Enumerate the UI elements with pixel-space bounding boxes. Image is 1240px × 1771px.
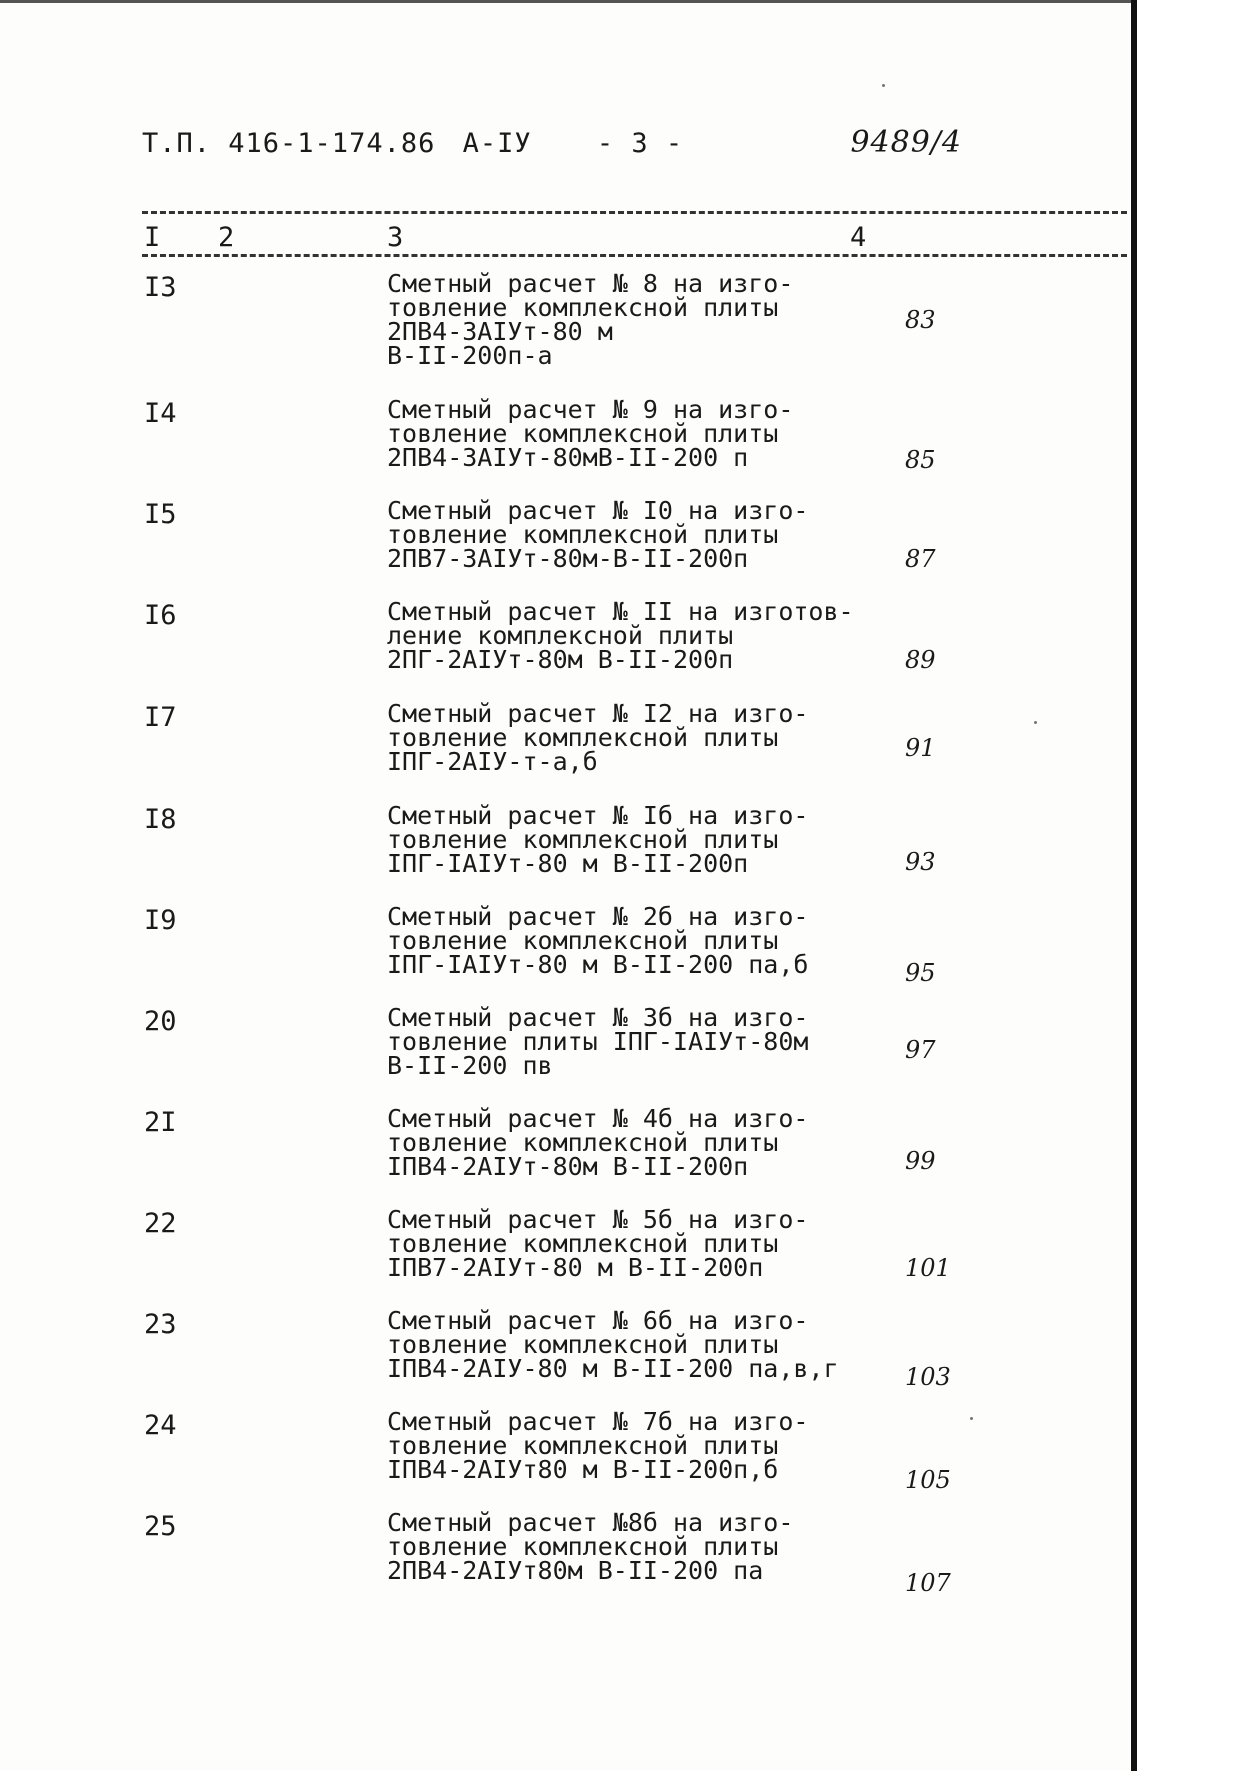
column-header-1: I xyxy=(144,222,161,253)
document-series: А-IУ xyxy=(462,128,532,159)
description-line: товление плиты IПГ-IАIУт-80м xyxy=(387,1027,809,1056)
description-line: Сметный расчет № I2 на изго- xyxy=(387,699,809,728)
row-page-number: 101 xyxy=(905,1254,951,1282)
description-line: IПВ4-2АIУт-80м В-II-200п xyxy=(387,1152,749,1181)
description-line: IПВ4-2АIУ-80 м В-II-200 па,в,г xyxy=(387,1354,839,1383)
description-line: Сметный расчет № 4б на изго- xyxy=(387,1104,809,1133)
row-description xyxy=(387,801,809,878)
description-line: товление комплексной плиты xyxy=(387,293,779,322)
row-page-number: 87 xyxy=(905,545,936,573)
description-line: Сметный расчет № II на изготов- xyxy=(387,597,854,626)
description-line: 2ПВ4-3АIУт-80мВ-II-200 п xyxy=(387,443,749,472)
description-line: IПВ7-2АIУт-80 м В-II-200п xyxy=(387,1253,764,1282)
row-description xyxy=(387,902,809,979)
description-line: товление комплексной плиты xyxy=(387,1330,779,1359)
row-page-number: 107 xyxy=(905,1569,951,1597)
page-header xyxy=(142,125,962,160)
row-description xyxy=(387,597,854,674)
row-page-number: 105 xyxy=(905,1466,951,1494)
row-description xyxy=(387,1205,809,1282)
row-page-number: 99 xyxy=(905,1147,936,1175)
description-line: товление комплексной плиты xyxy=(387,825,779,854)
description-line: IПВ4-2АIУт80 м В-II-200п,б xyxy=(387,1455,779,1484)
description-line: товление комплексной плиты xyxy=(387,1128,779,1157)
description-line: IПГ-IАIУт-80 м В-II-200 па,б xyxy=(387,950,809,979)
description-line: ление комплексной плиты xyxy=(387,621,734,650)
row-page-number: 89 xyxy=(905,646,936,674)
row-description xyxy=(387,1306,839,1383)
description-line: Сметный расчет № 5б на изго- xyxy=(387,1205,809,1234)
description-line: Сметный расчет № I0 на изго- xyxy=(387,496,809,525)
description-line: Сметный расчет № 8 на изго- xyxy=(387,269,794,298)
row-description xyxy=(387,699,809,776)
description-line: 2ПВ7-3АIУт-80м-В-II-200п xyxy=(387,544,749,573)
description-line: 2ПВ4-2АIУт80м В-II-200 па xyxy=(387,1556,764,1585)
row-description xyxy=(387,1508,794,1585)
table-header-dashed-line xyxy=(142,254,1127,257)
row-number: 23 xyxy=(144,1309,177,1340)
row-number: I3 xyxy=(144,272,177,303)
page-marker: - 3 - xyxy=(596,128,684,159)
row-number: I5 xyxy=(144,499,177,530)
description-line: IПГ-IАIУт-80 м В-II-200п xyxy=(387,849,749,878)
row-number: 2I xyxy=(144,1107,177,1138)
description-line: товление комплексной плиты xyxy=(387,520,779,549)
column-header-2: 2 xyxy=(218,222,235,253)
scan-speck xyxy=(970,1417,973,1420)
row-number: I7 xyxy=(144,702,177,733)
column-header-3: 3 xyxy=(387,222,404,253)
row-page-number: 93 xyxy=(905,848,936,876)
row-number: 22 xyxy=(144,1208,177,1239)
description-line: В-II-200п-а xyxy=(387,341,553,370)
right-margin xyxy=(1137,0,1240,1771)
description-line: Сметный расчет № 9 на изго- xyxy=(387,395,794,424)
scan-speck xyxy=(882,84,885,87)
description-line: товление комплексной плиты xyxy=(387,926,779,955)
column-header-4: 4 xyxy=(850,222,867,253)
description-line: Сметный расчет № Iб на изго- xyxy=(387,801,809,830)
top-scan-edge xyxy=(0,0,1133,3)
description-line: В-II-200 пв xyxy=(387,1051,553,1080)
description-line: IПГ-2АIУ-т-а,б xyxy=(387,747,598,776)
description-line: товление комплексной плиты xyxy=(387,1431,779,1460)
row-description xyxy=(387,395,794,472)
description-line: Сметный расчет № 6б на изго- xyxy=(387,1306,809,1335)
row-number: 25 xyxy=(144,1511,177,1542)
row-page-number: 91 xyxy=(905,734,936,762)
description-line: товление комплексной плиты xyxy=(387,1229,779,1258)
row-description xyxy=(387,496,809,573)
row-page-number: 85 xyxy=(905,446,936,474)
row-page-number: 97 xyxy=(905,1036,936,1064)
description-line: товление комплексной плиты xyxy=(387,419,779,448)
description-line: товление комплексной плиты xyxy=(387,723,779,752)
description-line: 2ПГ-2АIУт-80м В-II-200п xyxy=(387,645,734,674)
scan-speck xyxy=(1034,721,1037,724)
row-description xyxy=(387,1003,809,1080)
row-number: I8 xyxy=(144,804,177,835)
row-page-number: 83 xyxy=(905,306,936,334)
row-description xyxy=(387,269,794,370)
document-code: Т.П. 416-1-174.86 xyxy=(142,128,436,159)
description-line: Сметный расчет №8б на изго- xyxy=(387,1508,794,1537)
row-number: I6 xyxy=(144,600,177,631)
document-number: 9489/4 xyxy=(850,125,962,160)
table-top-dashed-line xyxy=(142,211,1127,214)
description-line: Сметный расчет № 7б на изго- xyxy=(387,1407,809,1436)
description-line: товление комплексной плиты xyxy=(387,1532,779,1561)
description-line: Сметный расчет № 2б на изго- xyxy=(387,902,809,931)
row-page-number: 95 xyxy=(905,959,936,987)
row-number: 20 xyxy=(144,1006,177,1037)
row-description xyxy=(387,1407,809,1484)
description-line: Сметный расчет № 3б на изго- xyxy=(387,1003,809,1032)
row-number: 24 xyxy=(144,1410,177,1441)
description-line: 2ПВ4-3АIУт-80 м xyxy=(387,317,613,346)
row-number: I4 xyxy=(144,398,177,429)
row-page-number: 103 xyxy=(905,1363,951,1391)
row-description xyxy=(387,1104,809,1181)
row-number: I9 xyxy=(144,905,177,936)
